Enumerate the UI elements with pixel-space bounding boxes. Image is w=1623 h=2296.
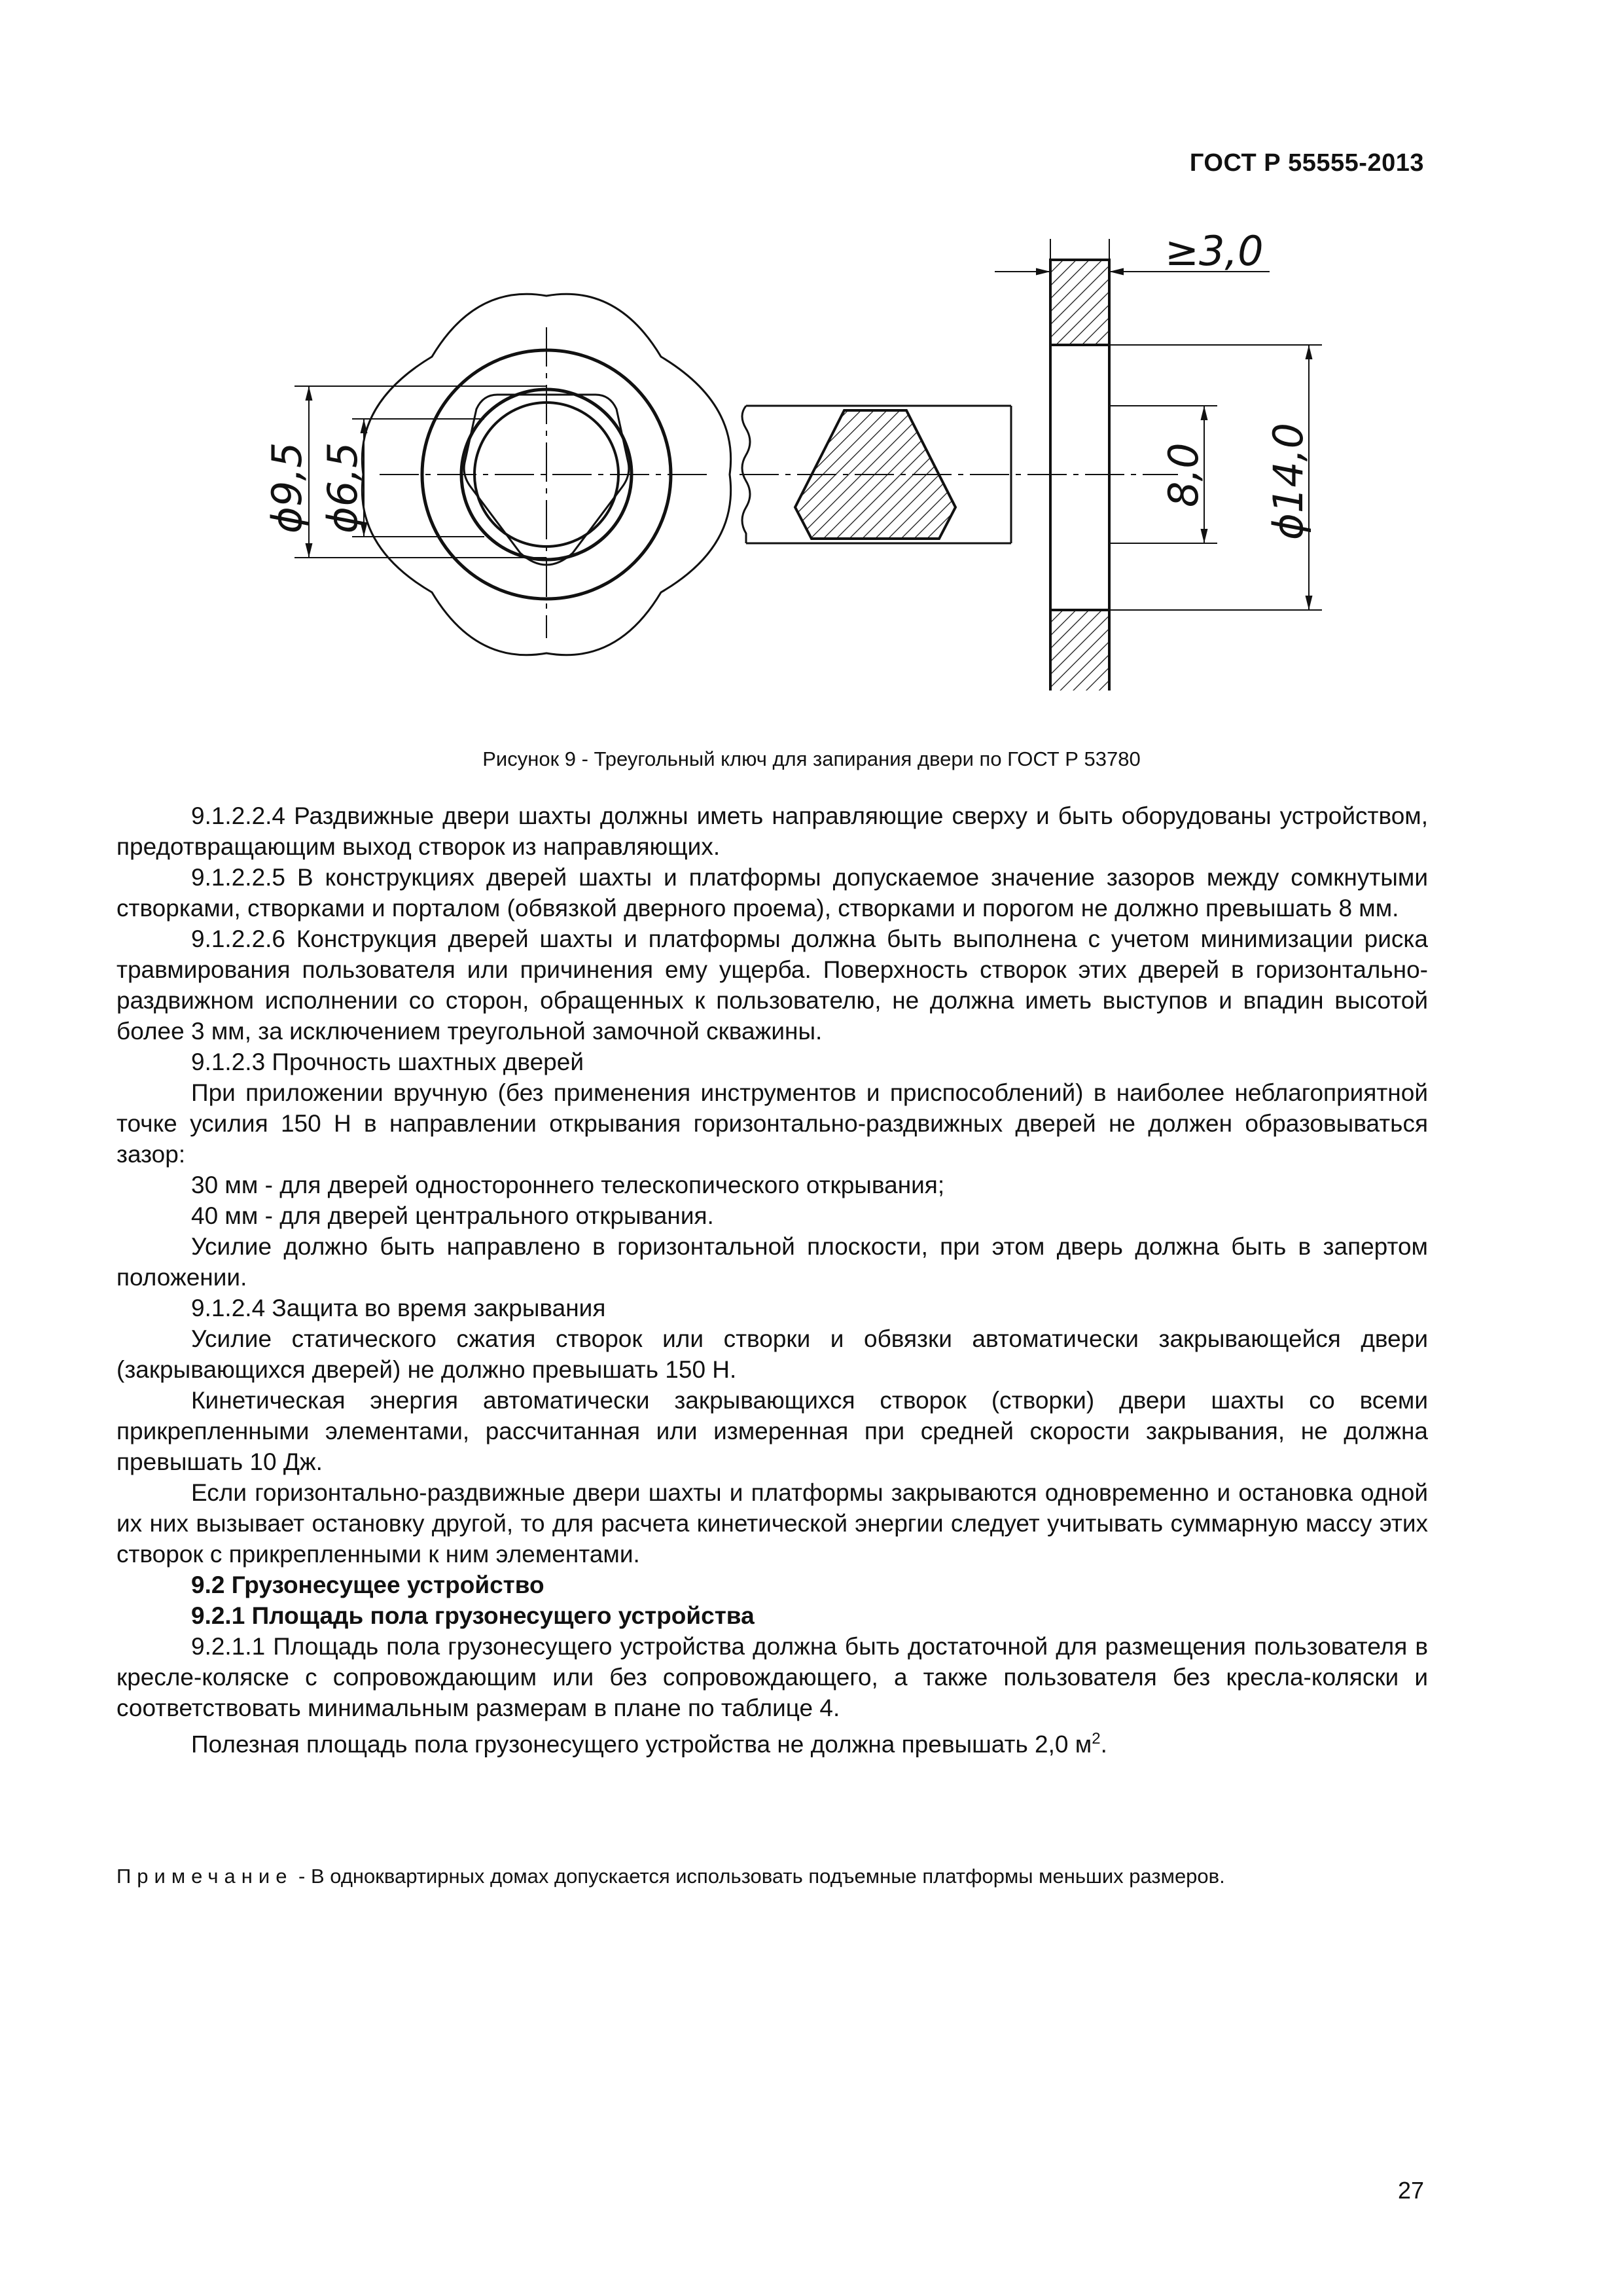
flange-top: [1050, 260, 1109, 345]
dim-inner-diameter: ϕ6,5: [319, 442, 366, 533]
note-text: - В одноквартирных домах допускается использовать подъемные платформы меньших размеров.: [293, 1865, 1225, 1888]
section-heading: 9.1.2.4 Защита во время закрывания: [191, 1295, 606, 1321]
body-text: [116, 800, 1428, 1759]
paragraph: 9.2.1.1 Площадь пола грузонесущего устройства должна быть достаточной для размещения пользователя в кресле-коляске с сопровождающим или без сопровождающего, а также пользователя без кресла-коляски и соответствовать минимальным размерам в плане по таблице 4.: [116, 1633, 1428, 1721]
paragraph-end: .: [1100, 1731, 1107, 1758]
subsection-heading-bold: 9.2.1 Площадь пола грузонесущего устройства: [191, 1602, 755, 1629]
key-drawing: [196, 219, 1427, 691]
paragraph: Кинетическая энергия автоматически закрывающихся створок (створки) двери шахты со всеми прикрепленными элементами, рассчитанная или измеренная при средней скорости закрывания, не должна превышать 10 Дж.: [116, 1387, 1428, 1475]
superscript: 2: [1092, 1730, 1101, 1748]
paragraph-text: Полезная площадь пола грузонесущего устройства не должна превышать 2,0 м: [191, 1731, 1092, 1758]
dim-outer-diameter: ϕ9,5: [263, 442, 311, 533]
dim-thickness: ≥3,0: [1165, 227, 1264, 275]
paragraph: Усилие статического сжатия створок или створки и обвязки автоматически закрывающейся двери (закрывающихся дверей) не должно превышать 150 Н.: [116, 1325, 1428, 1383]
paragraph: [116, 1723, 1428, 1759]
section-heading: 9.1.2.3 Прочность шахтных дверей: [191, 1049, 584, 1075]
list-item: 30 мм - для дверей одностороннего телескопического открывания;: [191, 1172, 945, 1198]
dim-triangle-height: 8,0: [1160, 442, 1207, 507]
note: [116, 1862, 1428, 1891]
note-label: Примечание: [116, 1865, 293, 1888]
page-number: 27: [1397, 2177, 1424, 2204]
section-heading-bold: 9.2 Грузонесущее устройство: [191, 1571, 544, 1598]
dim-flange-diameter: ϕ14,0: [1264, 423, 1312, 540]
flange-bottom: [1050, 610, 1109, 691]
list-item: 40 мм - для дверей центрального открывания.: [191, 1202, 714, 1229]
paragraph: Если горизонтально-раздвижные двери шахты и платформы закрываются одновременно и остановка одной их них вызывает остановку другой, то для расчета кинетической энергии следует учитывать суммарную массу этих створок с прикрепленными к ним элементами.: [116, 1479, 1428, 1568]
paragraph: Усилие должно быть направлено в горизонтальной плоскости, при этом дверь должна быть в запертом положении.: [116, 1233, 1428, 1291]
paragraph: 9.1.2.2.4 Раздвижные двери шахты должны иметь направляющие сверху и быть оборудованы устройством, предотвращающим выход створок из направляющих.: [116, 802, 1428, 860]
figure-caption: Рисунок 9 - Треугольный ключ для запирания двери по ГОСТ Р 53780: [482, 747, 1141, 770]
paragraph: 9.1.2.2.6 Конструкция дверей шахты и платформы должна быть выполнена с учетом минимизации риска травмирования пользователя или причинения ему ущерба. Поверхность створок этих дверей в горизонтально-раздвижном исполнении со сторон, обращенных к пользователю, не должна иметь выступов и впадин высотой более 3 мм, за исключением треугольной замочной скважины.: [116, 925, 1428, 1045]
flange-middle: [1050, 345, 1109, 610]
paragraph: При приложении вручную (без применения инструментов и приспособлений) в наиболее неблагоприятной точке усилия 150 Н в направлении открывания горизонтально-раздвижных дверей не должен образовываться зазор:: [116, 1079, 1428, 1168]
key-drawing-svg: [196, 219, 1427, 691]
document-id: ГОСТ Р 55555-2013: [1189, 149, 1424, 177]
paragraph: 9.1.2.2.5 В конструкциях дверей шахты и платформы допускаемое значение зазоров между сомкнутыми створками, створками и порталом (обвязкой дверного проема), створками и порогом не должно превышать 8 мм.: [116, 864, 1428, 922]
